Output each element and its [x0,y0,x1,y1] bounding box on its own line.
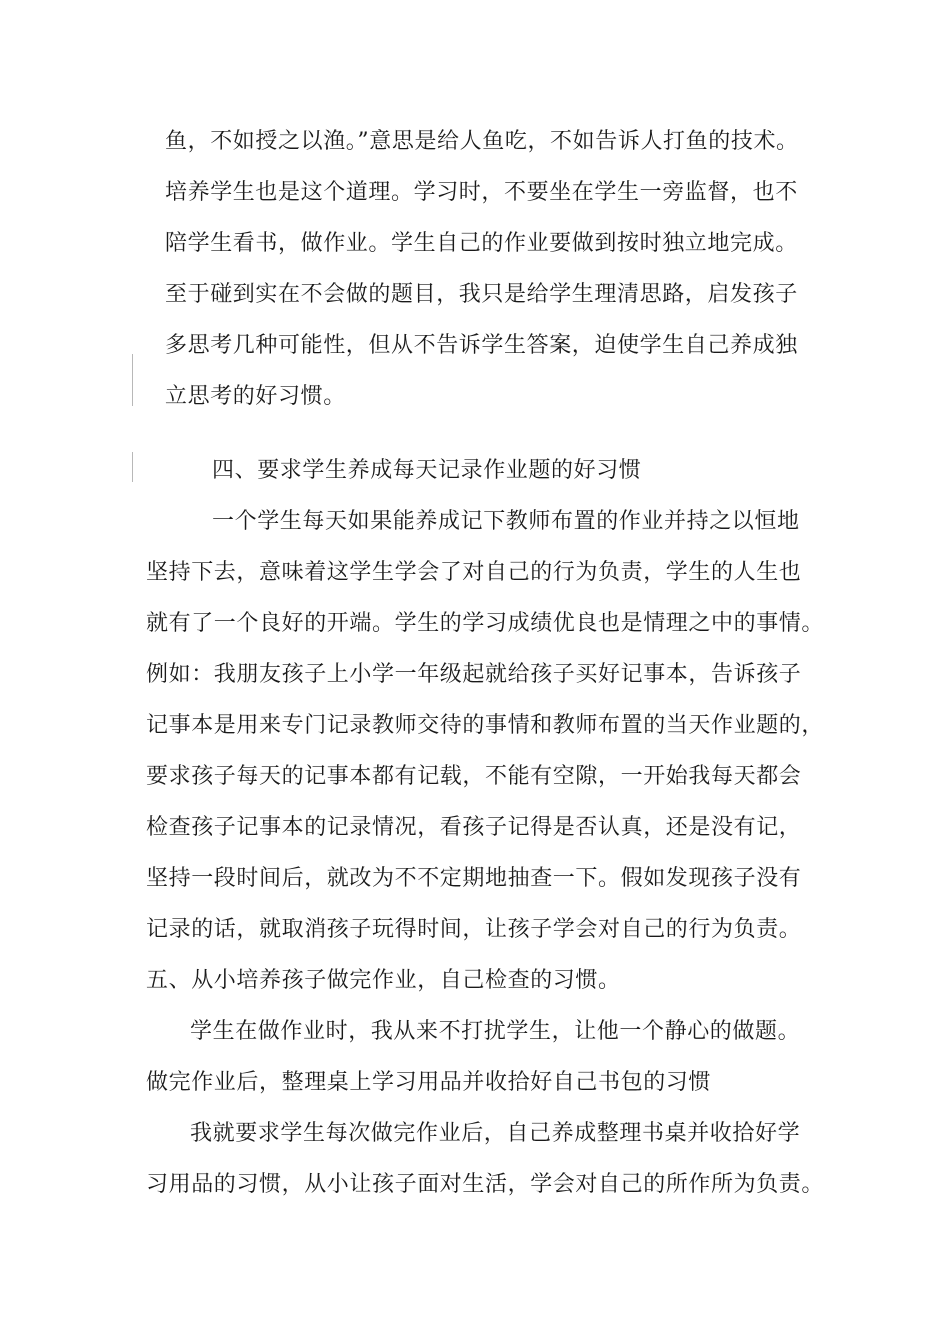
text-line: 检查孩子记事本的记录情况，看孩子记得是否认真，还是没有记， [146,815,802,840]
text-line: 学生在做作业时，我从来不打扰学生，让他一个静心的做题。 [190,1019,801,1044]
text-line: 培养学生也是这个道理。学习时，不要坐在学生一旁监督，也不 [165,180,798,205]
text-line: 陪学生看书，做作业。学生自己的作业要做到按时独立地完成。 [165,231,798,256]
section-heading-4: 四、要求学生养成每天记录作业题的好习惯 [212,458,642,483]
text-line: 坚持一段时间后，就改为不不定期地抽查一下。假如发现孩子没有 [146,866,802,891]
text-line: 一个学生每天如果能养成记下教师布置的作业并持之以恒地 [212,509,800,534]
text-line: 记事本是用来专门记录教师交待的事情和教师布置的当天作业题的， [146,713,825,738]
text-line: 记录的话，就取消孩子玩得时间，让孩子学会对自己的行为负责。 [146,917,802,942]
margin-mark [132,354,133,406]
section-heading-5: 五、从小培养孩子做完作业，自己检查的习惯。 [146,968,621,993]
text-line: 坚持下去，意味着这学生学会了对自己的行为负责，学生的人生也 [146,560,802,585]
text-line: 习用品的习惯，从小让孩子面对生活，学会对自己的所作所为负责。 [146,1172,825,1197]
text-line: 鱼，不如授之以渔。”意思是给人鱼吃，不如告诉人打鱼的技术。 [165,129,799,154]
margin-mark [132,452,133,482]
text-line: 要求孩子每天的记事本都有记载，不能有空隙，一开始我每天都会 [146,764,802,789]
text-line: 就有了一个良好的开端。学生的学习成绩优良也是情理之中的事情。 [146,611,825,636]
text-line: 多思考几种可能性，但从不告诉学生答案，迫使学生自己养成独 [165,333,798,358]
text-line: 例如：我朋友孩子上小学一年级起就给孩子买好记事本，告诉孩子 [146,662,802,687]
text-line: 做完作业后，整理桌上学习用品并收拾好自己书包的习惯 [146,1070,712,1095]
text-line: 至于碰到实在不会做的题目，我只是给学生理清思路，启发孩子 [165,282,798,307]
text-line: 我就要求学生每次做完作业后，自己养成整理书桌并收拾好学 [190,1121,801,1146]
text-line: 立思考的好习惯。 [165,384,346,409]
